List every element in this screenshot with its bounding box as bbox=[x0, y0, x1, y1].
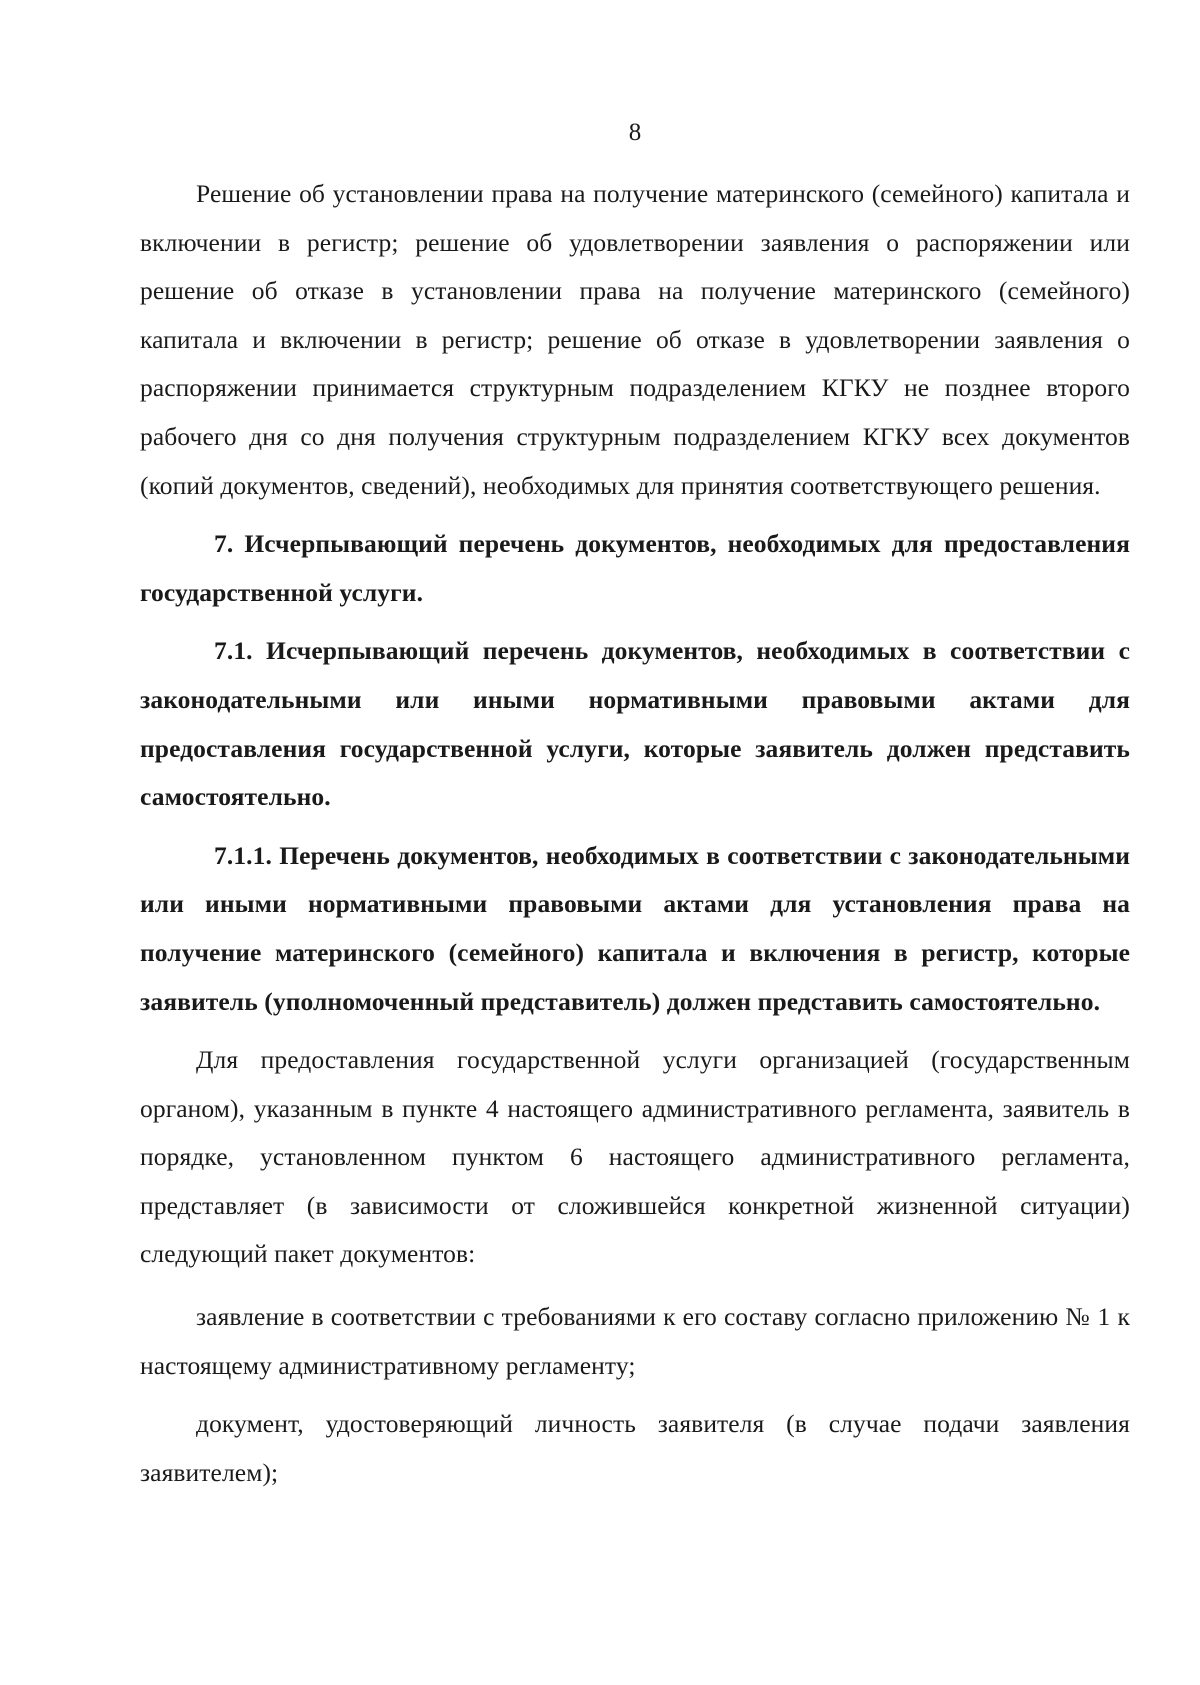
section-heading-7: 7. Исчерпывающий перечень документов, необходимых для предоставления государственной услуги. bbox=[140, 529, 1130, 607]
page-number: 8 bbox=[628, 119, 642, 146]
list-item-identity-document: документ, удостоверяющий личность заявителя (в случае подачи заявления заявителем); bbox=[140, 1409, 1130, 1487]
list-item-application: заявление в соответствии с требованиями к его составу согласно приложению № 1 к настоящему административному регламенту; bbox=[140, 1302, 1130, 1380]
paragraph-document-package: Для предоставления государственной услуги организацией (государственным органом), указанным в пункте 4 настоящего административного регламента, заявитель в порядке, установленном пунктом 6 настоящего административного регламента, представляет (в зависимости от сложившейся конкретной жизненной ситуации) следующий пакет документов: bbox=[140, 1045, 1130, 1269]
document-page bbox=[140, 118, 1130, 1507]
section-heading-7-1: 7.1. Исчерпывающий перечень документов, необходимых в соответствии с законодательными или иными нормативными правовыми актами для предоставления государственной услуги, которые заявитель должен представить самостоятельно. bbox=[140, 636, 1130, 812]
paragraph-decision-timing: Решение об установлении права на получение материнского (семейного) капитала и включении в регистр; решение об удовлетворении заявления о распоряжении или решение об отказе в установлении права на получение материнского (семейного) капитала и включении в регистр; решение об отказе в удовлетворении заявления о распоряжении принимается структурным подразделением КГКУ не позднее второго рабочего дня со дня получения структурным подразделением КГКУ всех документов (копий документов, сведений), необходимых для принятия соответствующего решения. bbox=[140, 179, 1130, 500]
section-heading-7-1-1: 7.1.1. Перечень документов, необходимых в соответствии с законодательными или иными нормативными правовыми актами для установления права на получение материнского (семейного) капитала и включения в регистр, которые заявитель (уполномоченный представитель) должен представить самостоятельно. bbox=[140, 840, 1130, 1016]
